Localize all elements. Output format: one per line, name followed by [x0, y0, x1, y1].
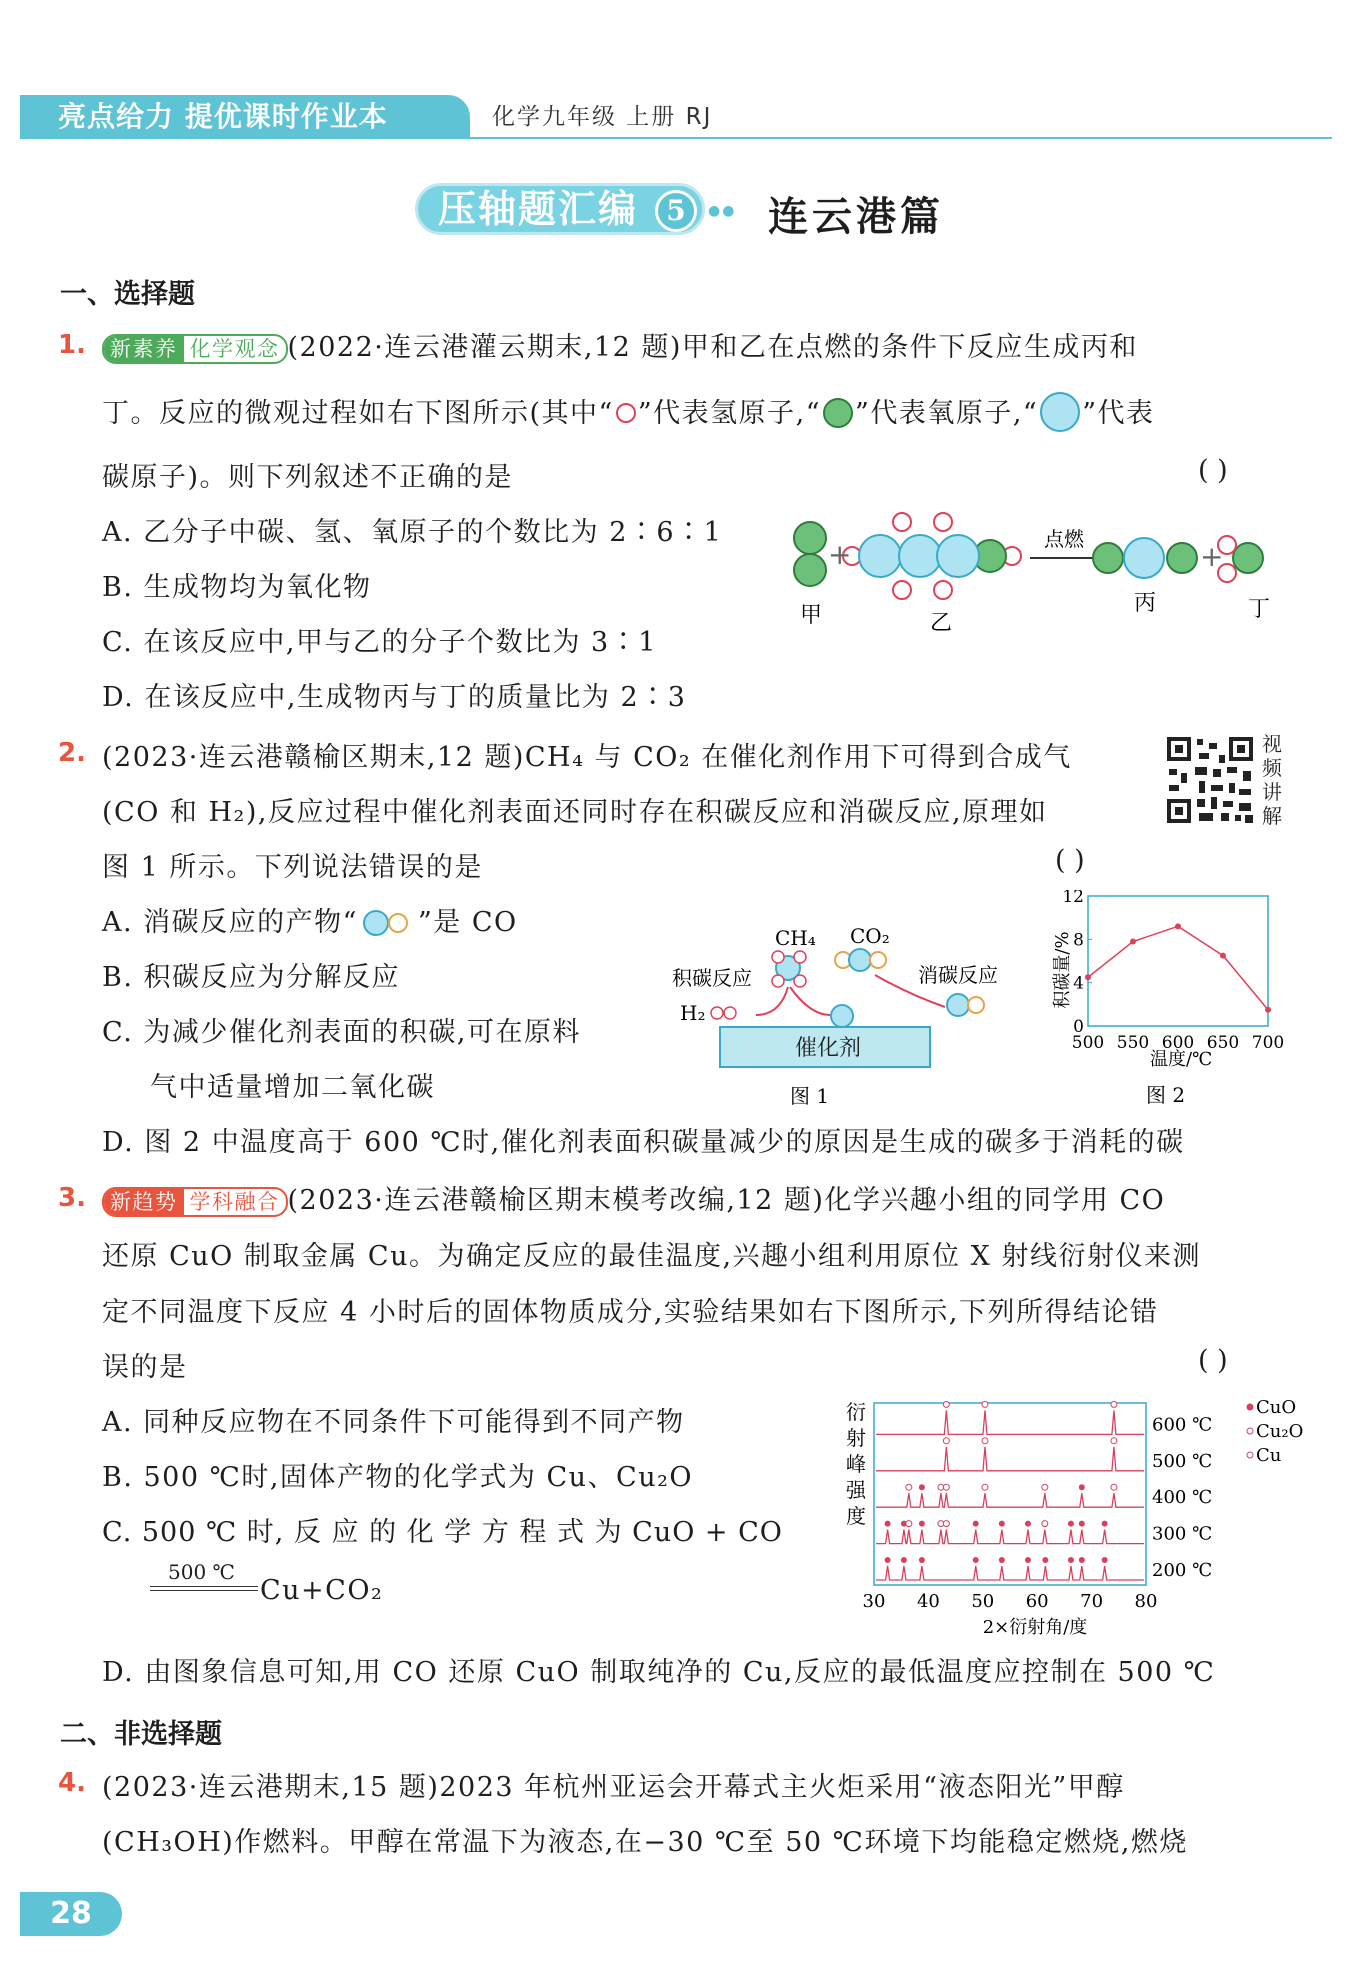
co2-label: CO₂	[850, 924, 890, 948]
q3-option-c-line2: Cu+CO₂	[260, 1575, 384, 1606]
xrd-series-label: 400 ℃	[1152, 1487, 1213, 1509]
h2-atom2	[724, 1007, 736, 1019]
cu-peak-marker	[1111, 1438, 1117, 1444]
yi-h-2	[893, 581, 911, 599]
q3-line4: 误的是	[102, 1352, 188, 1383]
qr-code-icon[interactable]	[1165, 735, 1255, 825]
jia-oxygen-bottom	[794, 554, 826, 586]
cu-peak-marker	[982, 1484, 988, 1490]
q3-tag	[102, 1187, 288, 1217]
q2-line3: 图 1 所示。下列说法错误的是	[102, 852, 483, 883]
section-heading-1: 一、选择题	[60, 279, 195, 310]
cuo-peak-marker	[973, 1557, 979, 1563]
chart2-xlabel: 2×衍射角/度	[982, 1617, 1088, 1635]
bing-oxygen-2	[1167, 543, 1197, 573]
q3-line2: 还原 CuO 制取金属 Cu。为确定反应的最佳温度,兴趣小组利用原位 X 射线衍射仪来测	[102, 1241, 1201, 1272]
yi-carbon-2	[899, 535, 941, 577]
co-product-o	[968, 997, 984, 1013]
ch4-h1	[772, 951, 784, 963]
cu-peak-marker	[943, 1521, 949, 1527]
chart1-ylabel: 积碳量/%	[1052, 931, 1073, 1009]
q2-option-a-text1: A. 消碳反应的产物“	[102, 907, 358, 938]
chart2-ylabel-3: 峰	[846, 1452, 866, 1476]
q1-option-a: A. 乙分子中碳、氢、氧原子的个数比为 2∶6∶1	[102, 517, 723, 548]
chart1-xtick-label: 500	[1071, 1033, 1105, 1053]
question-number-3: 3.	[58, 1183, 86, 1213]
chart1-ytick-label: 12	[1062, 890, 1084, 907]
cu-peak-marker	[982, 1438, 988, 1444]
label-yi: 乙	[930, 611, 953, 636]
q1-tag-b: 化学观念	[189, 336, 280, 361]
yi-carbon-1	[859, 535, 901, 577]
ch4-label: CH₄	[775, 926, 816, 950]
qr-caption-char-4: 解	[1262, 804, 1282, 828]
co2-c	[849, 949, 871, 971]
chart1-ytick-label: 0	[1073, 1017, 1084, 1037]
header-rule	[20, 137, 1332, 139]
q1-stem-1: (2022·连云港灌云期末,12 题)甲和乙在点燃的条件下反应生成丙和	[287, 332, 1138, 363]
plus-sign-2: +	[1200, 540, 1224, 573]
cuo-peak-marker	[1068, 1557, 1074, 1563]
page-number: 28	[20, 1892, 122, 1936]
cuo-peak-marker	[885, 1557, 891, 1563]
chart2-xtick-label: 70	[1080, 1591, 1104, 1612]
cuo-peak-marker	[919, 1484, 925, 1490]
q2-answer-paren: ( )	[1055, 845, 1085, 876]
q1-tag-a: 新素养	[104, 336, 184, 362]
chart1-data-point	[1220, 953, 1226, 959]
cu-peak-marker	[1111, 1401, 1117, 1407]
q1-tag	[102, 334, 288, 364]
cuo-peak-marker	[999, 1521, 1005, 1527]
q1-reaction-diagram	[780, 500, 1300, 640]
q3-stem-1: (2023·连云港赣榆区期末模考改编,12 题)化学兴趣小组的同学用 CO	[287, 1185, 1166, 1216]
carbon-elimination-label: 消碳反应	[918, 963, 998, 987]
xrd-pattern-line	[876, 1566, 1144, 1580]
q3-option-a: A. 同种反应物在不同条件下可能得到不同产物	[102, 1407, 685, 1438]
qr-caption-char-3: 讲	[1262, 780, 1282, 804]
ignite-label: 点燃	[1044, 527, 1084, 551]
legend-label: Cu₂O	[1256, 1421, 1304, 1442]
title-main: 压轴题汇编	[438, 186, 639, 231]
xrd-series-label: 200 ℃	[1152, 1560, 1213, 1581]
qr-video-caption	[1262, 732, 1286, 828]
cuo-peak-marker	[1025, 1521, 1031, 1527]
chart2-xtick-label: 50	[971, 1591, 995, 1612]
yi-h-1	[893, 513, 911, 531]
chart2-ylabel-1: 衍	[846, 1400, 866, 1424]
legend-marker	[1247, 1404, 1253, 1410]
q1-line1	[102, 325, 1138, 364]
cuo-peak-marker	[1042, 1557, 1048, 1563]
chart2-xtick-label: 80	[1134, 1591, 1158, 1612]
bing-carbon	[1124, 538, 1164, 578]
cuo-peak-marker	[1068, 1521, 1074, 1527]
cuo-peak-marker	[973, 1521, 979, 1527]
yi-h-3	[934, 513, 952, 531]
ch4-h3	[772, 975, 784, 987]
xrd-series-label: 600 ℃	[1152, 1414, 1213, 1436]
cu-peak-marker	[943, 1484, 949, 1490]
cu-peak-marker	[982, 1401, 988, 1407]
q3-tag-a: 新趋势	[104, 1189, 184, 1215]
deposited-carbon	[831, 1005, 853, 1027]
cuo-peak-marker	[999, 1557, 1005, 1563]
arrow-to-h2	[756, 987, 788, 1015]
q1-option-c: C. 在该反应中,甲与乙的分子个数比为 3∶1	[102, 627, 657, 658]
chart1-ytick-label: 4	[1073, 973, 1084, 994]
arrow-to-carbon	[790, 987, 830, 1015]
figure2-caption: 图 2	[1146, 1083, 1186, 1105]
ch4-h2	[794, 951, 806, 963]
cuo-peak-marker	[1079, 1521, 1085, 1527]
q2-option-a-text2: ”是 CO	[417, 907, 518, 938]
chart2-ylabel-4: 强	[846, 1478, 866, 1502]
question-number-4: 4.	[58, 1768, 86, 1798]
label-jia: 甲	[800, 603, 823, 628]
hydrogen-atom-icon	[614, 401, 638, 425]
q1-stem-2b: ”代表氢原子,“	[637, 398, 822, 429]
chart1-xtick-label: 550	[1116, 1033, 1150, 1053]
question-number-2: 2.	[58, 738, 86, 768]
chart2-xtick-label: 60	[1025, 1591, 1049, 1612]
cuo-peak-marker	[1102, 1557, 1108, 1563]
q3-option-b: B. 500 ℃时,固体产物的化学式为 Cu、Cu₂O	[102, 1462, 694, 1493]
q1-answer-paren: ( )	[1198, 455, 1228, 486]
q3-tag-b: 学科融合	[189, 1189, 280, 1214]
cu-peak-marker	[943, 1438, 949, 1444]
cu-peak-marker	[1111, 1484, 1117, 1490]
chart1-xtick-label: 600	[1161, 1033, 1195, 1053]
cu-peak-marker	[943, 1401, 949, 1407]
xrd-series-label: 500 ℃	[1152, 1450, 1213, 1472]
q3-option-d: D. 由图象信息可知,用 CO 还原 CuO 制取纯净的 Cu,反应的最低温度应控制在 500 ℃	[102, 1657, 1216, 1688]
plus-sign-1: +	[828, 538, 852, 571]
cu2o-peak-marker	[906, 1484, 912, 1490]
h2-label: H₂	[680, 1001, 706, 1025]
q1-stem-2a: 丁。反应的微观过程如右下图所示(其中“	[102, 398, 614, 429]
q1-stem-2c: ”代表氧原子,“	[855, 398, 1039, 429]
bing-oxygen-1	[1093, 543, 1123, 573]
co2-o2	[870, 952, 886, 968]
title-sub: 连云港篇	[768, 193, 944, 240]
chart2-ylabel-5: 度	[846, 1504, 866, 1528]
q1-option-b: B. 生成物均为氧化物	[102, 572, 372, 603]
carbon-atom-icon	[1038, 390, 1082, 434]
q2-line2: (CO 和 H₂),反应过程中催化剂表面还同时存在积碳反应和消碳反应,原理如	[102, 797, 1048, 828]
q2-option-c-line1: C. 为减少催化剂表面的积碳,可在原料	[102, 1017, 581, 1048]
legend-label: Cu	[1256, 1445, 1282, 1466]
xrd-pattern-line	[876, 1410, 1144, 1434]
legend-marker	[1247, 1452, 1253, 1458]
q2-option-a	[102, 900, 518, 939]
cuo-peak-marker	[1079, 1484, 1085, 1490]
cuo-peak-marker	[1079, 1557, 1085, 1563]
xrd-series-label: 300 ℃	[1152, 1523, 1213, 1545]
ch4-h4	[794, 975, 806, 987]
header-book-info: 化学九年级 上册 RJ	[492, 104, 713, 130]
chart2-xtick-label: 40	[916, 1591, 940, 1612]
chart1-xtick-label: 650	[1206, 1033, 1240, 1053]
catalyst-label: 催化剂	[795, 1036, 862, 1061]
figure1-caption: 图 1	[790, 1084, 830, 1108]
q3-line3: 定不同温度下反应 4 小时后的固体物质成分,实验结果如右下图所示,下列所得结论错	[102, 1297, 1159, 1328]
cuo-peak-marker	[1102, 1521, 1108, 1527]
chart1-data-point	[1175, 923, 1181, 929]
yi-carbon-3	[937, 535, 979, 577]
title-dots: ●●	[708, 203, 737, 219]
legend-marker	[1247, 1428, 1253, 1434]
jia-oxygen-top	[794, 522, 826, 554]
legend-label: CuO	[1256, 1397, 1297, 1418]
q3-condition-text: 500 ℃	[168, 1560, 235, 1584]
q2-option-b: B. 积碳反应为分解反应	[102, 962, 401, 993]
q1-line2	[102, 390, 1155, 434]
chart1-ytick-label: 8	[1073, 930, 1084, 951]
cuo-peak-marker	[919, 1557, 925, 1563]
cu2o-peak-marker	[906, 1521, 912, 1527]
q3-xrd-chart	[840, 1395, 1310, 1635]
q3-equals-sign	[150, 1586, 258, 1591]
carbon-deposition-label: 积碳反应	[672, 966, 752, 990]
cuo-peak-marker	[885, 1521, 891, 1527]
xrd-pattern-line	[876, 1530, 1144, 1544]
cuo-peak-marker	[919, 1521, 925, 1527]
q3-option-c-line1: C. 500 ℃ 时, 反 应 的 化 学 方 程 式 为 CuO + CO	[102, 1517, 783, 1548]
xrd-pattern-line	[876, 1447, 1144, 1471]
q4-line1: (2023·连云港期末,15 题)2023 年杭州亚运会开幕式主火炬采用“液态阳光”甲醇	[102, 1772, 1125, 1803]
section-heading-2: 二、非选择题	[60, 1719, 222, 1750]
label-ding: 丁	[1248, 597, 1271, 622]
q3-line1	[102, 1178, 1165, 1217]
q3-answer-paren: ( )	[1198, 1345, 1228, 1376]
cuo-peak-marker	[901, 1557, 907, 1563]
xrd-pattern-line	[876, 1493, 1144, 1507]
q2-figure1-catalyst-diagram	[670, 915, 1040, 1110]
h2-atom1	[711, 1007, 723, 1019]
chart1-series-line	[1088, 926, 1268, 1009]
co-product-c	[947, 994, 969, 1016]
chart1-plot-area	[1088, 896, 1268, 1026]
q1-line3: 碳原子)。则下列叙述不正确的是	[102, 462, 514, 493]
question-number-1: 1.	[58, 330, 86, 360]
q1-option-d: D. 在该反应中,生成物丙与丁的质量比为 2∶3	[102, 682, 687, 713]
header-brand	[20, 95, 470, 139]
q2-option-c-line2: 气中适量增加二氧化碳	[150, 1072, 435, 1103]
qr-caption-char-2: 频	[1262, 756, 1282, 780]
chart1-data-point	[1265, 1007, 1271, 1013]
qr-caption-char-1: 视	[1262, 732, 1282, 756]
chart2-ylabel-2: 射	[846, 1426, 866, 1450]
title-number: 5	[655, 190, 697, 232]
header-brand-text: 亮点给力 提优课时作业本	[58, 100, 388, 133]
q4-line2: (CH₃OH)作燃料。甲醇在常温下为液态,在−30 ℃至 50 ℃环境下均能稳定燃烧,燃烧	[102, 1827, 1188, 1858]
q2-line1: (2023·连云港赣榆区期末,12 题)CH₄ 与 CO₂ 在催化剂作用下可得到合成气	[102, 742, 1072, 773]
q2-option-d: D. 图 2 中温度高于 600 ℃时,催化剂表面积碳量减少的原因是生成的碳多于消耗的碳	[102, 1127, 1185, 1158]
chart1-xtick-label: 700	[1251, 1033, 1285, 1053]
cuo-peak-marker	[1025, 1557, 1031, 1563]
cu2o-peak-marker	[1042, 1484, 1048, 1490]
co-molecule-icon	[358, 909, 418, 937]
chart2-ylabel-group	[846, 1400, 867, 1528]
q2-figure2-carbon-chart	[1050, 890, 1290, 1105]
chart1-data-point	[1085, 974, 1091, 980]
yi-h-4	[934, 581, 952, 599]
cu2o-peak-marker	[1042, 1521, 1048, 1527]
chart1-xlabel: 温度/℃	[1150, 1049, 1213, 1070]
oxygen-atom-icon	[821, 396, 855, 430]
chart1-data-point	[1130, 939, 1136, 945]
q1-stem-2d: ”代表	[1082, 398, 1155, 429]
label-bing: 丙	[1134, 591, 1157, 616]
q3-equation-condition	[150, 1560, 260, 1591]
chart2-xtick-label: 30	[862, 1591, 886, 1612]
ding-oxygen	[1233, 543, 1263, 573]
